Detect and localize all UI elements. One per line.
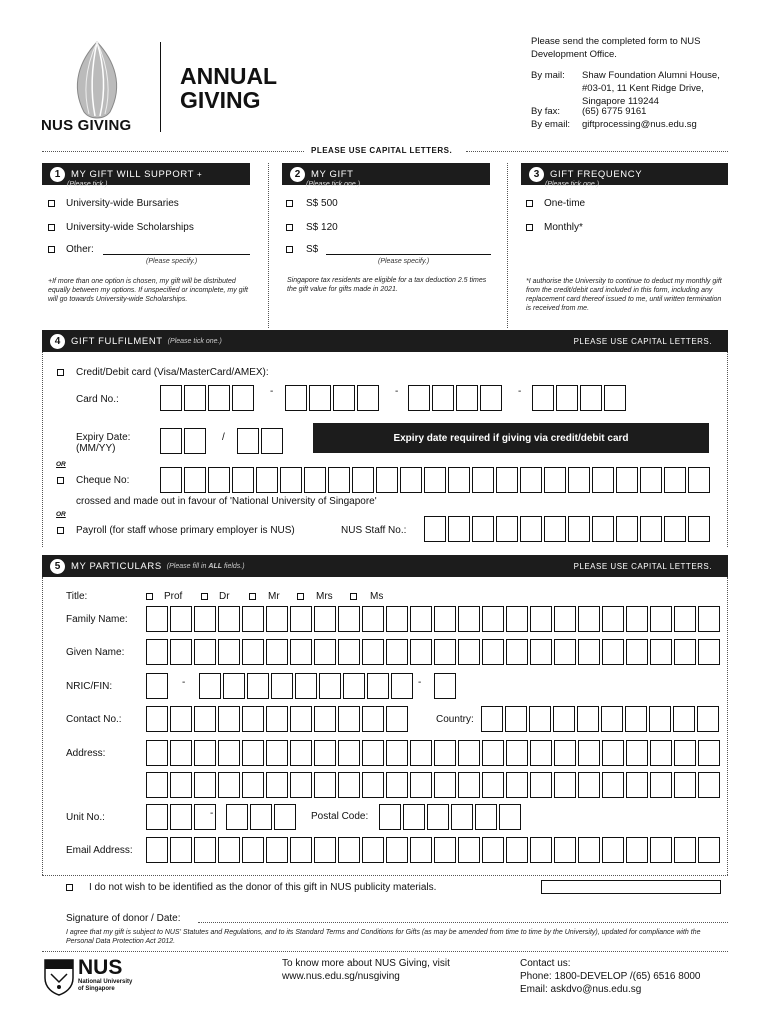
title-dr-checkbox[interactable] bbox=[201, 593, 208, 600]
card-digits-3[interactable] bbox=[408, 385, 502, 411]
section2-header: 2 MY GIFT bbox=[282, 163, 490, 185]
by-mail-label: By mail: bbox=[531, 70, 565, 81]
send-intro: Please send the completed form to NUS Development Office. bbox=[531, 36, 701, 60]
section1-note: +If more than one option is chosen, my gift will be distributed equally between my options. If unspecified or incomplete, my gift will go towards University-wide Scholarships. bbox=[48, 278, 248, 304]
payroll-checkbox[interactable] bbox=[57, 527, 64, 534]
divider bbox=[42, 951, 728, 952]
divider bbox=[466, 151, 728, 152]
dash: - bbox=[518, 386, 522, 397]
section5-header: 5 MY PARTICULARS (Please fill in ALL fields.) PLEASE USE CAPITAL LETTERS. bbox=[42, 555, 728, 577]
nus-crest-icon bbox=[43, 958, 75, 996]
other-checkbox[interactable] bbox=[48, 246, 55, 253]
option-label: University-wide Bursaries bbox=[66, 198, 179, 209]
section3-sub: (Please tick one.) bbox=[545, 181, 600, 188]
dash: - bbox=[210, 808, 214, 819]
divider bbox=[507, 163, 508, 328]
section-number: 3 bbox=[529, 167, 544, 182]
by-mail-value: Shaw Foundation Alumni House, #03-01, 11 Kent Ridge Drive, Singapore 119244 bbox=[582, 70, 720, 107]
section1-sub: (Please tick.) bbox=[67, 181, 108, 188]
nric-suffix-box[interactable] bbox=[434, 673, 456, 699]
expiry-note-banner: Expiry date required if giving via credit/debit card bbox=[313, 423, 709, 453]
contact-us-label: Contact us: bbox=[520, 958, 571, 969]
cheque-no-boxes[interactable] bbox=[160, 467, 710, 493]
dash: - bbox=[270, 386, 274, 397]
expiry-month[interactable] bbox=[160, 428, 206, 454]
contact-email[interactable]: Email: askdvo@nus.edu.sg bbox=[520, 984, 642, 995]
title-ms-checkbox[interactable] bbox=[350, 593, 357, 600]
cheque-label: Cheque No: bbox=[76, 475, 130, 486]
nric-prefix-box[interactable] bbox=[146, 673, 168, 699]
expiry-year[interactable] bbox=[237, 428, 283, 454]
option-label: Monthly* bbox=[544, 222, 583, 233]
email-label: Email Address: bbox=[66, 845, 133, 856]
know-more-text: To know more about NUS Giving, visit www.nus.edu.sg/nusgiving bbox=[282, 958, 450, 982]
by-fax-value: (65) 6775 9161 bbox=[582, 106, 647, 117]
bursaries-checkbox[interactable] bbox=[48, 200, 55, 207]
divider bbox=[42, 151, 304, 152]
title-label: Title: bbox=[66, 591, 88, 602]
title-option: Mrs bbox=[316, 591, 333, 602]
section2-note: Singapore tax residents are eligible for a tax deduction 2.5 times the gift value for gifts made in 2021. bbox=[287, 277, 487, 294]
contact-no-boxes[interactable] bbox=[146, 706, 408, 732]
brand-name: NUS GIVING bbox=[41, 117, 132, 134]
title-option: Dr bbox=[219, 591, 230, 602]
divider bbox=[268, 163, 269, 328]
section-number: 5 bbox=[50, 559, 65, 574]
other-specify-line[interactable] bbox=[103, 254, 250, 255]
monthly-checkbox[interactable] bbox=[526, 224, 533, 231]
card-digits-2[interactable] bbox=[285, 385, 379, 411]
family-name-boxes[interactable] bbox=[146, 606, 720, 632]
expiry-label: Expiry Date: (MM/YY) bbox=[76, 432, 131, 454]
title-option: Mr bbox=[268, 591, 280, 602]
option-label: One-time bbox=[544, 198, 586, 209]
payroll-label: Payroll (for staff whose primary employer is NUS) bbox=[76, 525, 295, 536]
or-label: OR bbox=[56, 511, 66, 518]
title-option: Prof bbox=[164, 591, 183, 602]
option-label: S$ 120 bbox=[306, 222, 338, 233]
section4-header: 4 GIFT FULFILMENT (Please tick one.) PLEASE USE CAPITAL LETTERS. bbox=[42, 330, 728, 352]
contact-no-label: Contact No.: bbox=[66, 714, 122, 725]
title-prof-checkbox[interactable] bbox=[146, 593, 153, 600]
staff-no-label: NUS Staff No.: bbox=[341, 525, 407, 536]
family-name-label: Family Name: bbox=[66, 614, 128, 625]
card-no-label: Card No.: bbox=[76, 394, 119, 405]
signature-label: Signature of donor / Date: bbox=[66, 913, 181, 924]
nus-fullname: National University of Singapore bbox=[78, 979, 133, 993]
title-mrs-checkbox[interactable] bbox=[297, 593, 304, 600]
section3-header: 3 GIFT FREQUENCY bbox=[521, 163, 728, 185]
nric-digits-boxes[interactable] bbox=[199, 673, 413, 699]
gift-500-checkbox[interactable] bbox=[286, 200, 293, 207]
agreement-text: I agree that my gift is subject to NUS' Statutes and Regulations, and to its Standard Terms and Conditions for Gifts (as may be amended from time to time by the University), updated for compliance with the Personal Data Protection Act 2012. bbox=[66, 929, 701, 946]
cheque-checkbox[interactable] bbox=[57, 477, 64, 484]
section-number: 1 bbox=[50, 167, 65, 182]
country-label: Country: bbox=[436, 714, 474, 725]
address-line1-boxes[interactable] bbox=[146, 740, 720, 766]
anonymous-field[interactable] bbox=[541, 880, 721, 894]
section1-header: 1 MY GIFT WILL SUPPORT + bbox=[42, 163, 250, 185]
divider bbox=[42, 875, 728, 876]
option-label: S$ bbox=[306, 244, 319, 255]
unit-number-boxes[interactable] bbox=[226, 804, 296, 830]
card-digits-4[interactable] bbox=[532, 385, 626, 411]
contact-phone: Phone: 1800-DEVELOP /(65) 6516 8000 bbox=[520, 971, 701, 982]
dash: - bbox=[418, 677, 422, 688]
header-divider bbox=[160, 42, 161, 132]
nus-wordmark: NUS bbox=[78, 956, 123, 979]
section2-sub: (Please tick one.) bbox=[306, 181, 361, 188]
by-email-value: giftprocessing@nus.edu.sg bbox=[582, 119, 697, 130]
anonymous-label: I do not wish to be identified as the donor of this gift in NUS publicity materials. bbox=[89, 882, 437, 893]
slash: / bbox=[222, 432, 225, 443]
email-boxes[interactable] bbox=[146, 837, 720, 863]
nus-giving-seed-logo bbox=[62, 40, 132, 120]
title-option: Ms bbox=[370, 591, 384, 602]
signature-line[interactable] bbox=[198, 922, 728, 923]
capital-notice: PLEASE USE CAPITAL LETTERS. bbox=[311, 146, 453, 155]
given-name-label: Given Name: bbox=[66, 647, 125, 658]
specify-hint: (Please specify.) bbox=[378, 258, 430, 265]
staff-no-boxes[interactable] bbox=[424, 516, 710, 542]
gift-other-checkbox[interactable] bbox=[286, 246, 293, 253]
section3-note: *I authorise the University to continue to deduct my monthly gift from the credit/debit card included in this form, including any replacement card thereof issued to me, until written termination is received from me. bbox=[526, 278, 722, 313]
nric-label: NRIC/FIN: bbox=[66, 681, 113, 692]
postal-code-boxes[interactable] bbox=[379, 804, 521, 830]
by-email-label: By email: bbox=[531, 119, 571, 130]
address-label: Address: bbox=[66, 748, 106, 759]
contact-block bbox=[520, 957, 701, 996]
card-option-label: Credit/Debit card (Visa/MasterCard/AMEX): bbox=[76, 367, 269, 378]
or-label: OR bbox=[56, 461, 66, 468]
gift-amount-line[interactable] bbox=[326, 254, 491, 255]
gift-120-checkbox[interactable] bbox=[286, 224, 293, 231]
section-number: 2 bbox=[290, 167, 305, 182]
scholarships-checkbox[interactable] bbox=[48, 224, 55, 231]
option-label: S$ 500 bbox=[306, 198, 338, 209]
form-title: ANNUAL GIVING bbox=[180, 63, 278, 113]
title-mr-checkbox[interactable] bbox=[249, 593, 256, 600]
country-boxes[interactable] bbox=[481, 706, 719, 732]
section-number: 4 bbox=[50, 334, 65, 349]
card-digits-1[interactable] bbox=[160, 385, 254, 411]
one-time-checkbox[interactable] bbox=[526, 200, 533, 207]
unit-floor-boxes[interactable] bbox=[146, 804, 216, 830]
specify-hint: (Please specify.) bbox=[146, 258, 198, 265]
cheque-note: crossed and made out in favour of 'National University of Singapore' bbox=[76, 496, 377, 507]
postal-code-label: Postal Code: bbox=[311, 811, 369, 822]
dash: - bbox=[182, 677, 186, 688]
by-fax-label: By fax: bbox=[531, 106, 561, 117]
unit-no-label: Unit No.: bbox=[66, 812, 105, 823]
given-name-boxes[interactable] bbox=[146, 639, 720, 665]
option-label: Other: bbox=[66, 244, 94, 255]
dash: - bbox=[395, 386, 399, 397]
option-label: University-wide Scholarships bbox=[66, 222, 194, 233]
card-checkbox[interactable] bbox=[57, 369, 64, 376]
address-line2-boxes[interactable] bbox=[146, 772, 720, 798]
anonymous-checkbox[interactable] bbox=[66, 884, 73, 891]
